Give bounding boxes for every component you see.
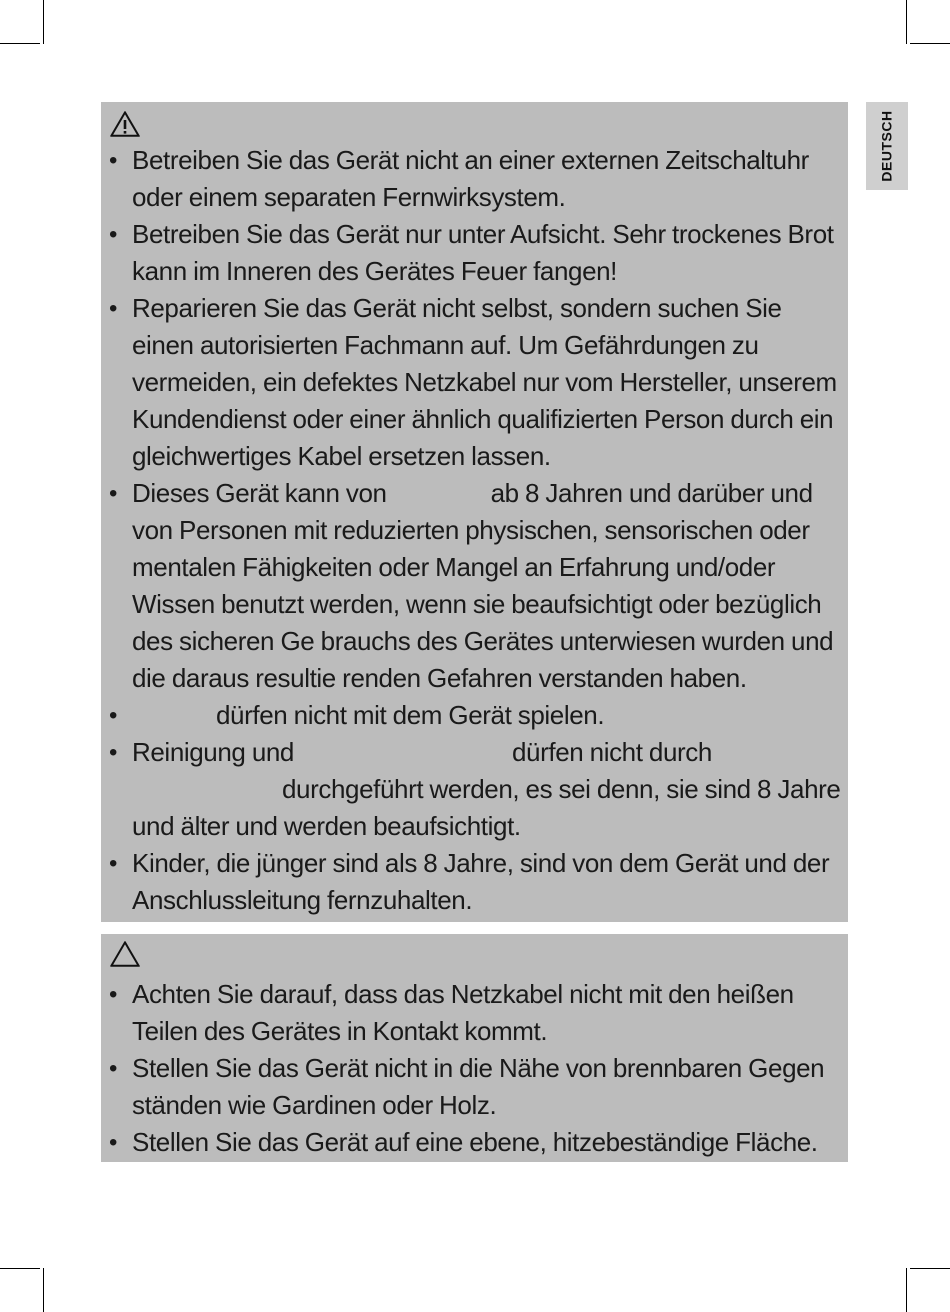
list-item-text-part: dürfen nicht mit dem Gerät spielen. bbox=[216, 700, 605, 730]
bullet: • bbox=[109, 981, 118, 1008]
bullet: • bbox=[109, 1055, 118, 1082]
list-item bbox=[101, 142, 848, 216]
crop-mark bbox=[906, 0, 907, 44]
list-item-text-part: Reinigung und bbox=[132, 737, 294, 767]
list-item bbox=[101, 976, 848, 1050]
list-item bbox=[101, 290, 848, 475]
list-item-text: Stellen Sie das Gerät auf eine ebene, hitzebeständige Fläche. bbox=[132, 1127, 818, 1157]
list-item bbox=[101, 697, 848, 734]
list-item-text: Achten Sie darauf, dass das Netzkabel nicht mit den heißen Teilen des Gerätes in Kontakt kommt. bbox=[132, 979, 794, 1046]
crop-mark bbox=[43, 0, 44, 44]
list-item-text: Betreiben Sie das Gerät nicht an einer externen Zeitschaltuhr oder einem separaten Fernwirksystem. bbox=[132, 145, 809, 212]
caution-box bbox=[101, 934, 848, 1162]
bullet: • bbox=[109, 147, 118, 174]
list-item bbox=[101, 1050, 848, 1124]
crop-mark bbox=[0, 43, 40, 44]
list-item-text-part: dürfen nicht durch bbox=[512, 737, 712, 767]
bullet: • bbox=[109, 739, 118, 766]
list-item-text: Kinder, die jünger sind als 8 Jahre, sind von dem Gerät und der Anschlussleitung fernzuhalten. bbox=[132, 848, 830, 915]
warning-box bbox=[101, 102, 848, 922]
list-item bbox=[101, 216, 848, 290]
bullet: • bbox=[109, 702, 118, 729]
bullet: • bbox=[109, 480, 118, 507]
list-item-text: Stellen Sie das Gerät nicht in die Nähe von brennbaren Gegen ständen wie Gardinen oder Holz. bbox=[132, 1053, 825, 1120]
list-item-text-part: Dieses Gerät kann von bbox=[132, 478, 387, 508]
list-item-text: Betreiben Sie das Gerät nur unter Aufsicht. Sehr trockenes Brot kann im Inneren des Gerätes Feuer fangen! bbox=[132, 219, 834, 286]
language-tab bbox=[866, 102, 908, 190]
list-item bbox=[101, 1124, 848, 1161]
list-item-text-part: ab 8 Jahren und darüber und von Personen mit reduzierten physischen, sensorischen oder mentalen Fähigkeiten oder Mangel an Erfahrung und/oder Wissen benutzt werden, wenn sie beaufsichtigt oder bezüglich des sicheren Ge brauchs des Gerätes unterwiesen wurden und die daraus resultie renden Gefahren verstanden haben. bbox=[132, 478, 834, 693]
bullet: • bbox=[109, 850, 118, 877]
bullet: • bbox=[109, 295, 118, 322]
crop-mark bbox=[910, 43, 950, 44]
bullet: • bbox=[109, 1129, 118, 1156]
crop-mark bbox=[0, 1268, 40, 1269]
caution-triangle-icon bbox=[109, 940, 141, 968]
language-tab-label: DEUTSCH bbox=[879, 110, 896, 182]
warning-triangle-icon bbox=[109, 110, 141, 138]
crop-mark bbox=[910, 1268, 950, 1269]
list-item bbox=[101, 475, 848, 697]
list-item bbox=[101, 734, 848, 845]
list-item-text: Reparieren Sie das Gerät nicht selbst, sondern suchen Sie einen autorisierten Fachmann auf. Um Gefährdungen zu vermeiden, ein defektes Netzkabel nur vom Hersteller, unserem Kundendienst oder einer ähnlich qualifizierten Person durch ein gleichwertiges Kabel ersetzen lassen. bbox=[132, 293, 837, 471]
list-item-text-part: durchgeführt werden, es sei denn, sie sind 8 Jahre und älter und werden beaufsichtigt. bbox=[132, 774, 841, 841]
bullet: • bbox=[109, 221, 118, 248]
list-item bbox=[101, 845, 848, 919]
crop-mark bbox=[906, 1268, 907, 1312]
crop-mark bbox=[43, 1268, 44, 1312]
